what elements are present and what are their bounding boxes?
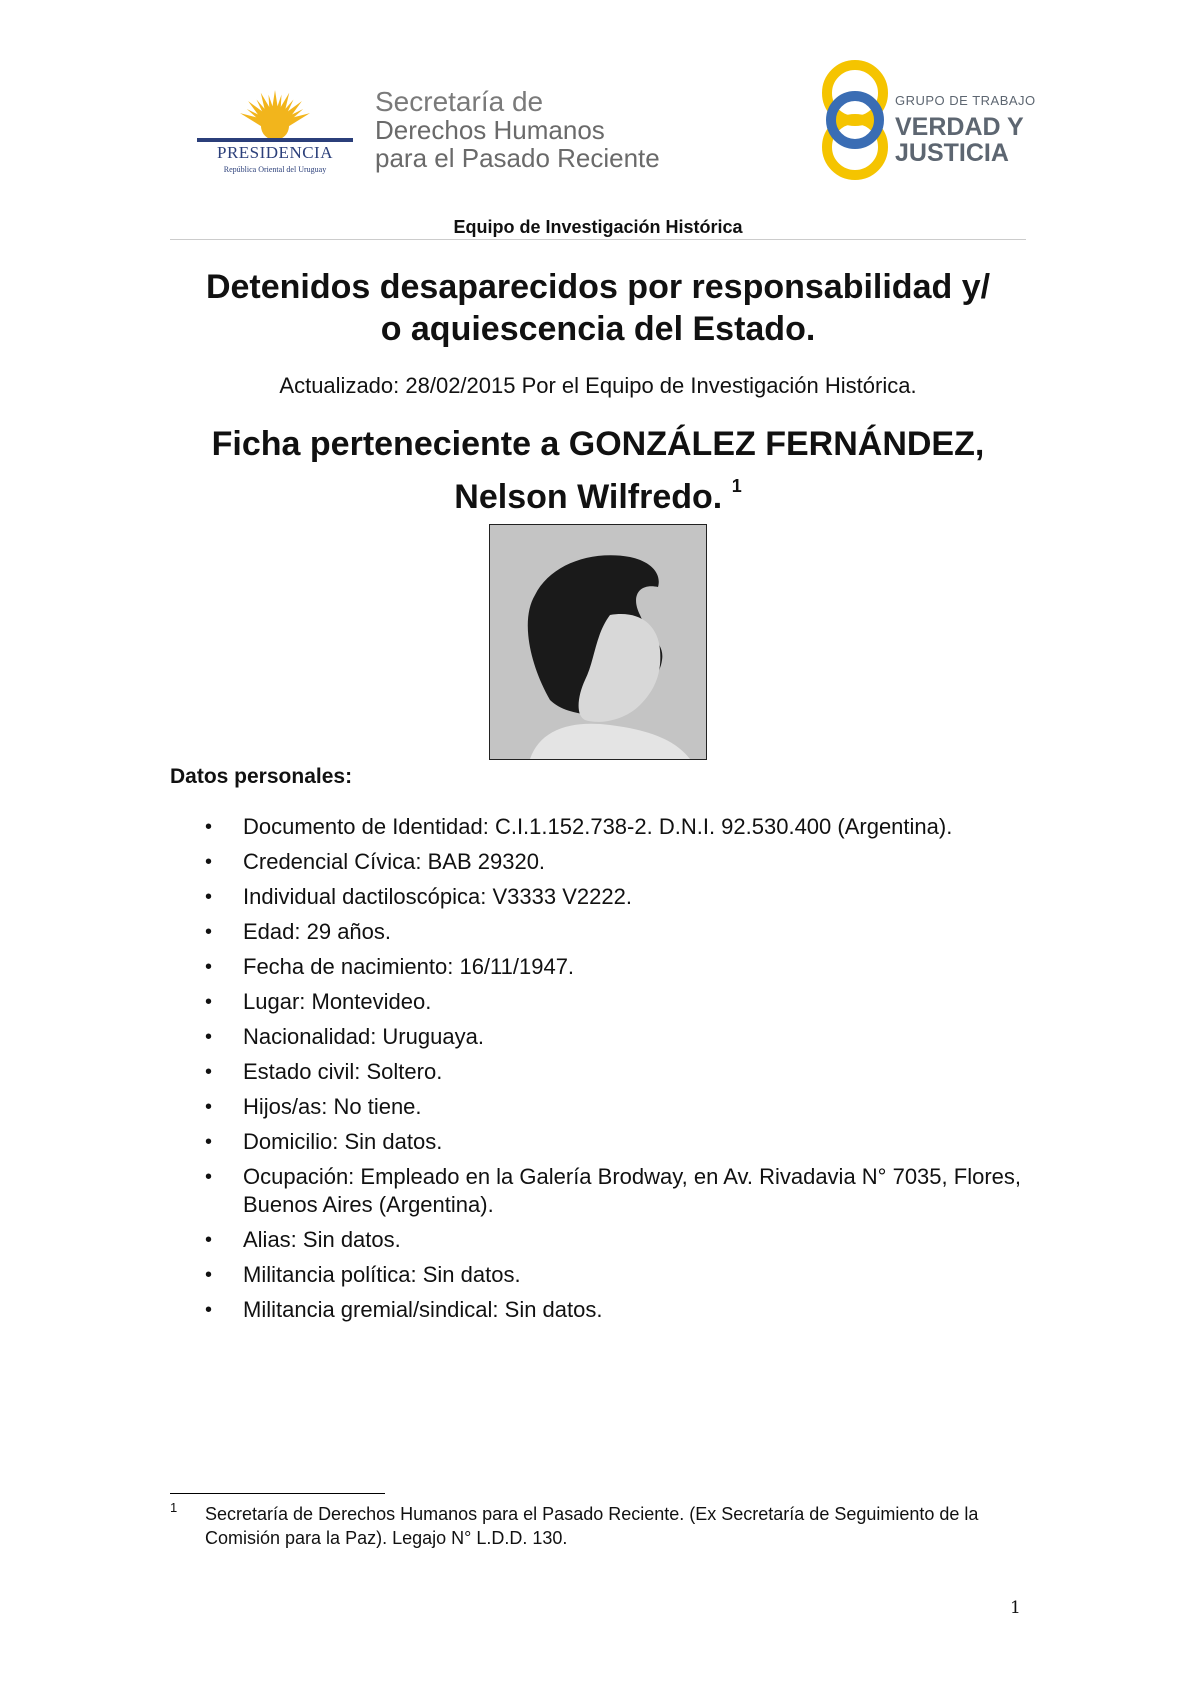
portrait-photo — [489, 524, 707, 760]
secretaria-line-1: Secretaría de — [375, 86, 544, 117]
list-item: • Nacionalidad: Uruguaya. — [205, 1023, 1035, 1051]
document-title-line-2: o aquiescencia del Estado. — [380, 310, 816, 348]
footnote-number: 1 — [170, 1500, 178, 1515]
secretaria-line-2: Derechos Humanos — [375, 115, 605, 145]
list-item: • Estado civil: Soltero. — [205, 1058, 1035, 1086]
list-item: • Credencial Cívica: BAB 29320. — [205, 848, 1035, 876]
list-item: • Militancia gremial/sindical: Sin datos. — [205, 1296, 1035, 1324]
team-label: Equipo de Investigación Histórica — [453, 217, 743, 237]
list-item: • Documento de Identidad: C.I.1.152.738-2. D.N.I. 92.530.400 (Argentina). — [205, 813, 1035, 841]
presidencia-wordmark: PRESIDENCIA — [216, 143, 333, 162]
presidencia-subtitle: República Oriental del Uruguay — [223, 165, 327, 174]
header-divider — [170, 239, 1026, 240]
list-item: • Individual dactiloscópica: V3333 V2222. — [205, 883, 1035, 911]
ficha-heading — [170, 423, 1026, 518]
portrait-silhouette — [490, 525, 706, 759]
document-title — [170, 266, 1026, 350]
ficha-heading-line-2: Nelson Wilfredo. — [454, 478, 723, 516]
updated-note: Actualizado: 28/02/2015 Por el Equipo de Investigación Histórica. — [279, 373, 917, 398]
grupo-line-1: GRUPO DE TRABAJO — [895, 93, 1036, 108]
secretaria-logo-text — [375, 88, 660, 172]
list-item: • Alias: Sin datos. — [205, 1226, 1035, 1254]
list-item: • Fecha de nacimiento: 16/11/1947. — [205, 953, 1035, 981]
list-item: • Lugar: Montevideo. — [205, 988, 1035, 1016]
ficha-heading-line-1: Ficha perteneciente a GONZÁLEZ FERNÁNDEZ, — [211, 425, 985, 463]
list-item: • Militancia política: Sin datos. — [205, 1261, 1035, 1289]
document-title-line-1: Detenidos desaparecidos por responsabilidad y/ — [205, 268, 991, 306]
list-item: • Hijos/as: No tiene. — [205, 1093, 1035, 1121]
list-item: • Domicilio: Sin datos. — [205, 1128, 1035, 1156]
grupo-trabajo-text — [895, 88, 1036, 166]
grupo-line-2: VERDAD Y — [895, 113, 1024, 141]
list-item: • Edad: 29 años. — [205, 918, 1035, 946]
footnote-reference[interactable]: 1 — [731, 476, 742, 496]
grupo-line-3: JUSTICIA — [895, 139, 1009, 167]
secretaria-line-3: para el Pasado Reciente — [375, 143, 660, 173]
footnote-divider — [170, 1493, 385, 1494]
section-title-personal-data: Datos personales: — [170, 765, 353, 788]
page-number: 1 — [1010, 1598, 1021, 1618]
list-item: • Ocupación: Empleado en la Galería Brodway, en Av. Rivadavia N° 7035, Flores, Buenos Aires (Argentina). — [205, 1163, 1035, 1219]
personal-data-list — [205, 813, 1035, 1331]
footnote-text: Secretaría de Derechos Humanos para el Pasado Reciente. (Ex Secretaría de Seguimiento de la Comisión para la Paz). Legajo N° L.D.D. 130. — [205, 1504, 979, 1548]
